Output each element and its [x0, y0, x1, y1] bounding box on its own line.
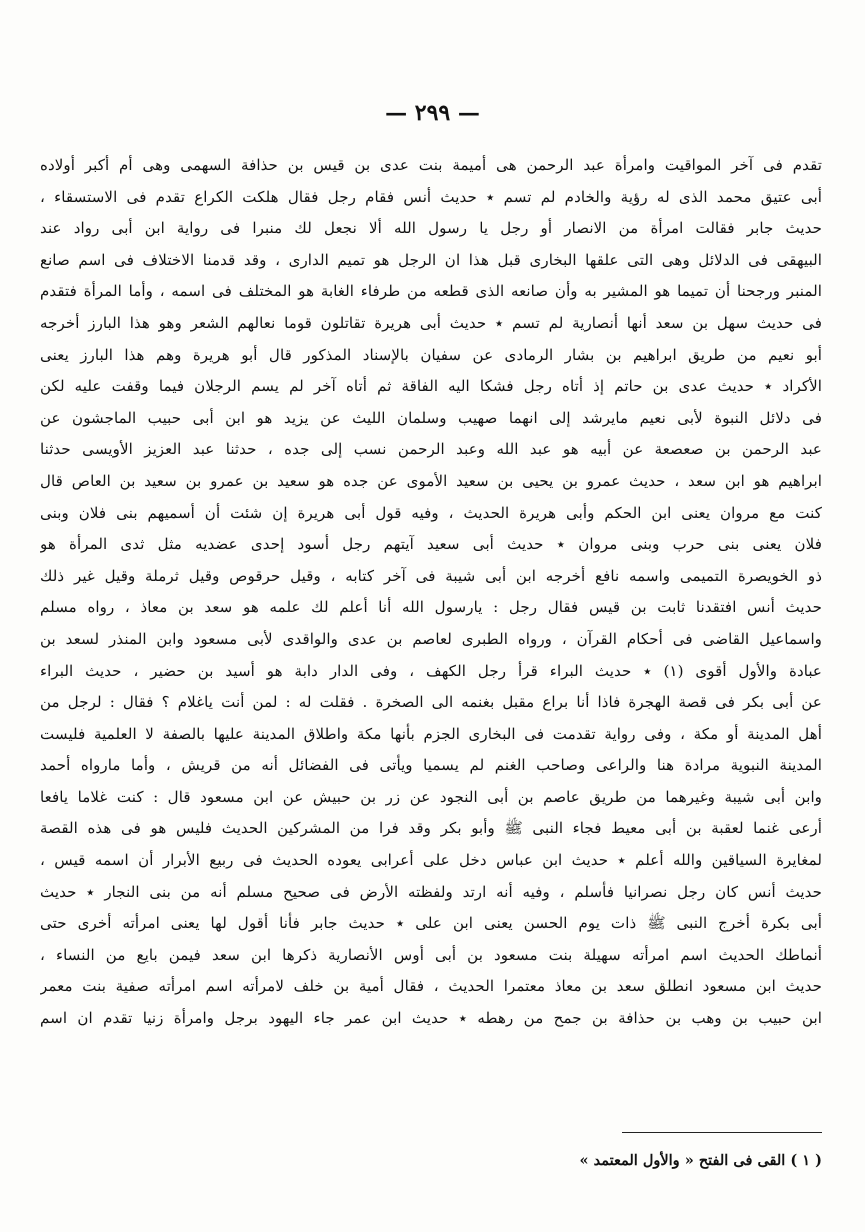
text-line: المدينة النبوية مرادة هنا والراعى وصاحب الغنم لم يسميا ويأتى فى الفضائل أنه من قريش ، وأما مارواه أحمد — [40, 756, 822, 775]
text-line: ابن حبيب بن وهب بن حذافة بن جمح من رهطه ٭ حديث ابن عمر جاء اليهود برجل وامرأة زنيا تقدم ان اسم — [40, 1009, 822, 1028]
text-line: واسماعيل القاضى فى أحكام القرآن ، ورواه الطبرى لعاصم بن عدى والواقدى لأبى مسعود وابن المنذر لسعد بن — [40, 629, 822, 648]
text-line: أرعى غنما لعقبة بن أبى معيط فجاء النبى ﷺ وأبو بكر وقد فرا من المشركين الحديث فليس هو فى هذه القصة — [40, 819, 822, 838]
footnote: ( ١ ) القى فى الفتح « والأول المعتمد » — [579, 1152, 822, 1169]
text-line: ابراهيم هو ابن سعد ، حديث عمرو بن يحيى بن سعيد الأموى عن جده هو سعيد بن عمرو بن سعيد بن العاص قال — [40, 471, 822, 490]
text-line: كنت مع مروان يعنى ابن الحكم وأبى هريرة الحديث ، وفيه قول أبى هريرة إن شئت أن أسميهم بنى فلان وبنى — [40, 503, 822, 522]
page-number: — ٢٩٩ — — [385, 100, 480, 126]
text-line: حديث ابن مسعود انطلق سعد بن معاذ معتمرا الحديث ، فقال أمية بن خلف لامرأته اسم امرأته صفية بنت معمر — [40, 977, 822, 996]
text-line: عبادة والأول أقوى (١) ٭ حديث البراء قرأ رجل الكهف ، وفى الدار دابة هو أسيد بن حضير ، حديث البراء — [40, 661, 822, 680]
footnote-divider — [622, 1132, 822, 1133]
text-line: أنماطك الحديث اسم امرأته سهيلة بنت مسعود بن أبى أوس الأنصارية ذكرها ابن سعد فيمن بايع من النساء ، — [40, 945, 822, 964]
text-line: الأكراد ٭ حديث عدى بن حاتم إذ أتاه رجل فشكا اليه الفاقة ثم أتاه آخر لم يسم الرجلان فيما وقفت عليه لكن — [40, 377, 822, 396]
text-line: أبى بكرة أخرج النبى ﷺ ذات يوم الحسن يعنى ابن على ٭ حديث جابر فأنا أقول لها يعنى امرأته أخرى حتى — [40, 914, 822, 933]
text-line: فلان يعنى بنى حرب وبنى مروان ٭ حديث أبى سعيد آيتهم رجل أسود إحدى عضديه مثل ثدى المرأة هو — [40, 535, 822, 554]
text-line: لمغايرة السياقين والله أعلم ٭ حديث ابن عباس دخل على أعرابى يعوده الحديث فى ربيع الأبرار أن اسمه قيس ، — [40, 851, 822, 870]
text-line: تقدم فى آخر المواقيت وامرأة عبد الرحمن هى أميمة بنت عدى بن قيس بن حذافة السهمى وهى أم أكبر أولاده — [40, 156, 822, 174]
text-line: حديث أنس كان رجل نصرانيا فأسلم ، وفيه أنه ارتد ولفظته الأرض فى صحيح مسلم أنه من بنى النجار ٭ حديث — [40, 882, 822, 901]
text-line: حديث أنس افتقدنا ثابت بن قيس فقال رجل : يارسول الله أنا أعلم لك علمه هو سعد بن معاذ ، رواه مسلم — [40, 598, 822, 617]
text-line: أبى عتيق محمد الذى له رؤية والخادم لم تسم ٭ حديث أنس فقام رجل فقال هلكت الكراع تقدم فى الاستسقاء ، — [40, 187, 822, 206]
text-line: عبد الرحمن بن صعصعة عن أبيه هو عبد الله وعبد الرحمن نسب إلى جده ، حدثنا عبد العزيز الأويسى حدثنا — [40, 440, 822, 459]
text-line: المنبر ورجحنا أن تميما هو المشير به وأن صانعه الذى قطعه من طرفاء الغابة هو المختلف فى اسمه ، وأما المرأة فتقدم — [40, 282, 822, 301]
text-line: البيهقى فى الدلائل وهى التى علقها البخارى قبل هذا ان الرجل هو تميم الدارى ، وقد قدمنا الاختلاف فى اسم صانع — [40, 250, 822, 269]
main-text-block — [40, 150, 822, 1035]
text-line: عن أبى بكر فى قصة الهجرة فاذا أنا براع مقبل بغنمه الى الصخرة . فقلت له : لمن أنت ياغلام ؟ فقال : لرجل من — [40, 693, 822, 712]
text-line: فى حديث سهل بن سعد أنها أنصارية لم تسم ٭ حديث أبى هريرة تقاتلون قوما نعالهم الشعر وهو هذا البارز أخرجه — [40, 313, 822, 332]
text-line: حديث جابر فقالت امرأة من الانصار أو رجل يا رسول الله ألا نجعل لك منبرا فى رواية ابن أبى رواد عند — [40, 219, 822, 238]
text-line: أهل المدينة أو مكة ، وفى رواية تقدمت فى البخارى الجزم بأنها مكة واطلاق المدينة عليها بالصفة لا العلمية فليست — [40, 724, 822, 743]
text-line: وابن أبى شيبة وغيرهما من طريق عاصم بن أبى النجود عن زر بن حبيش عن ابن مسعود قال : كنت غلاما يافعا — [40, 787, 822, 806]
text-line: أبو نعيم من طريق ابراهيم بن بشار الرمادى عن سفيان بالإسناد المذكور قال أبو هريرة وهم هذا البارز يعنى — [40, 345, 822, 364]
text-line: فى دلائل النبوة لأبى نعيم مايرشد إلى انهما صهيب وسلمان الليث عن يزيد هو ابن أبى حبيب الماجشون عن — [40, 408, 822, 427]
text-line: ذو الخويصرة التميمى واسمه نافع أخرجه ابن أبى شيبة فى آخر كتابه ، وقيل حرقوص وقيل ثرملة وقيل غير ذلك — [40, 566, 822, 585]
